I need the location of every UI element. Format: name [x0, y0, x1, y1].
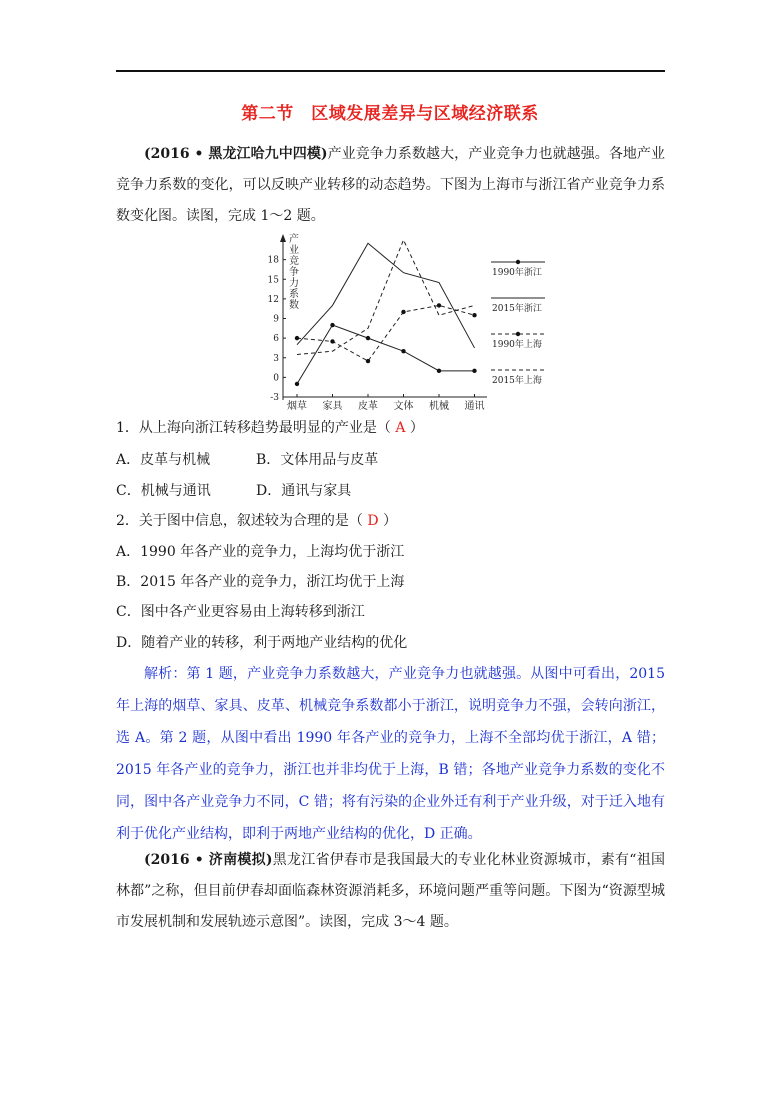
option-2b: B．2015 年各产业的竞争力，浙江均优于上海: [116, 574, 405, 590]
option-2d: D．随着产业的转移，利于两地产业结构的优化: [116, 635, 408, 651]
chart-axes: [268, 232, 487, 410]
question-intro-1: [116, 139, 665, 232]
option-1a: A．皮革与机械: [116, 452, 211, 468]
data-point: [472, 369, 476, 373]
legend-label: 2015年上海: [492, 376, 542, 386]
y-tick-label: -3: [270, 393, 279, 403]
y-axis-arrow: [280, 234, 286, 242]
y-axis-label-char: 争: [289, 267, 299, 278]
option-1d: D．通讯与家具: [256, 483, 352, 499]
y-tick-label: 9: [273, 314, 279, 325]
x-tick-label: 文体: [393, 401, 414, 410]
question-2: [116, 511, 397, 531]
chart-legend: [491, 260, 545, 386]
x-tick-label: 家具: [322, 401, 343, 410]
intro-text: 产业竞争力系数越大，产业竞争力也就越强。各地产业竞争力系数的变化，可以反映产业转移的动态趋势。下图为上海市与浙江省产业竞争力系数变化图。读图，完成 1～2 题。: [116, 146, 665, 224]
data-point: [295, 336, 299, 340]
y-axis-label-char: 数: [289, 300, 299, 311]
data-point: [437, 303, 441, 307]
data-point: [330, 339, 334, 343]
question-2-close: ）: [378, 513, 398, 529]
y-tick-label: 0: [273, 373, 279, 384]
question-intro-3: [116, 845, 665, 938]
chart-series: [295, 240, 477, 386]
section-title: 第二节 区域发展差异与区域经济联系: [241, 104, 539, 124]
y-axis-label-char: 力: [289, 278, 299, 289]
data-point: [330, 323, 334, 327]
y-tick-label: 6: [273, 334, 279, 345]
series-line: [297, 305, 475, 361]
source-tag: (2016 • 黑龙江哈九中四模): [144, 146, 328, 162]
legend-marker: [516, 260, 520, 264]
question-1: [116, 418, 424, 438]
legend-label: 1990年上海: [492, 340, 542, 350]
y-axis-label-char: 业: [289, 245, 299, 256]
x-tick-label: 通讯: [464, 401, 485, 410]
data-point: [472, 313, 476, 317]
question-1-options-row2: [116, 481, 351, 501]
x-tick-label: 烟草: [287, 401, 307, 410]
explanation: 解析：第 1 题，产业竞争力系数越大，产业竞争力也就越强。从图中可看出，2015 年上海的烟草、家具、皮革、机械竞争系数都小于浙江，说明竞争力不强，会转向浙江，选 A。第 2 题，从图中看出 1990 年各产业的竞争力，上海不全部均优于浙江，A 错；2015 年各产业的竞争力，浙江也并非均优于上海，B 错；各地产业竞争力系数的变化不同，图中各产业竞争力不同，C 错；将有污染的企业外迁有利于产业升级，对于迁入地有利于优化产业结构，即利于两地产业结构的优化，D 正确。: [116, 666, 665, 842]
data-point: [366, 359, 370, 363]
question-2-stem: 2．关于图中信息，叙述较为合理的是（: [116, 513, 368, 529]
data-point: [437, 369, 441, 373]
data-point: [401, 310, 405, 314]
line-chart: [255, 230, 555, 410]
series-line: [297, 243, 475, 348]
legend-label: 2015年浙江: [492, 304, 542, 314]
y-tick-label: 15: [267, 275, 279, 286]
legend-label: 1990年浙江: [492, 268, 542, 278]
question-1-answer: A: [395, 420, 406, 436]
source-tag-2: (2016 • 济南模拟): [144, 852, 273, 868]
data-point: [401, 349, 405, 353]
option-2a: A．1990 年各产业的竞争力，上海均优于浙江: [116, 544, 405, 560]
question-1-stem: 1．从上海向浙江转移趋势最明显的产业是（: [116, 420, 396, 436]
option-2c: C．图中各产业更容易由上海转移到浙江: [116, 604, 365, 620]
y-axis-label-char: 系: [289, 289, 299, 300]
question-2-answer: D: [367, 513, 379, 529]
option-1b: B．文体用品与皮革: [256, 452, 379, 468]
question-1-close: ）: [405, 420, 424, 436]
series-line: [297, 325, 475, 384]
y-axis-label-char: 竞: [289, 256, 299, 267]
data-point: [295, 382, 299, 386]
y-axis-label-char: 产: [289, 234, 299, 245]
x-tick-label: 机械: [429, 401, 449, 410]
y-tick-label: 18: [267, 255, 279, 266]
option-1c: C．机械与通讯: [116, 483, 211, 499]
y-tick-label: 12: [267, 294, 279, 305]
legend-marker: [516, 332, 520, 336]
x-tick-label: 皮革: [358, 401, 378, 410]
data-point: [366, 336, 370, 340]
y-tick-label: 3: [273, 353, 279, 364]
header-rule: [116, 70, 665, 72]
question-1-options-row1: [116, 450, 378, 470]
intro-text-2: 黑龙江省伊春市是我国最大的专业化林业资源城市，素有“祖国林都”之称，但目前伊春却面临森林资源消耗多，环境问题严重等问题。下图为“资源型城市发展机制和发展轨迹示意图”。读图，完成 3～4 题。: [116, 852, 665, 930]
